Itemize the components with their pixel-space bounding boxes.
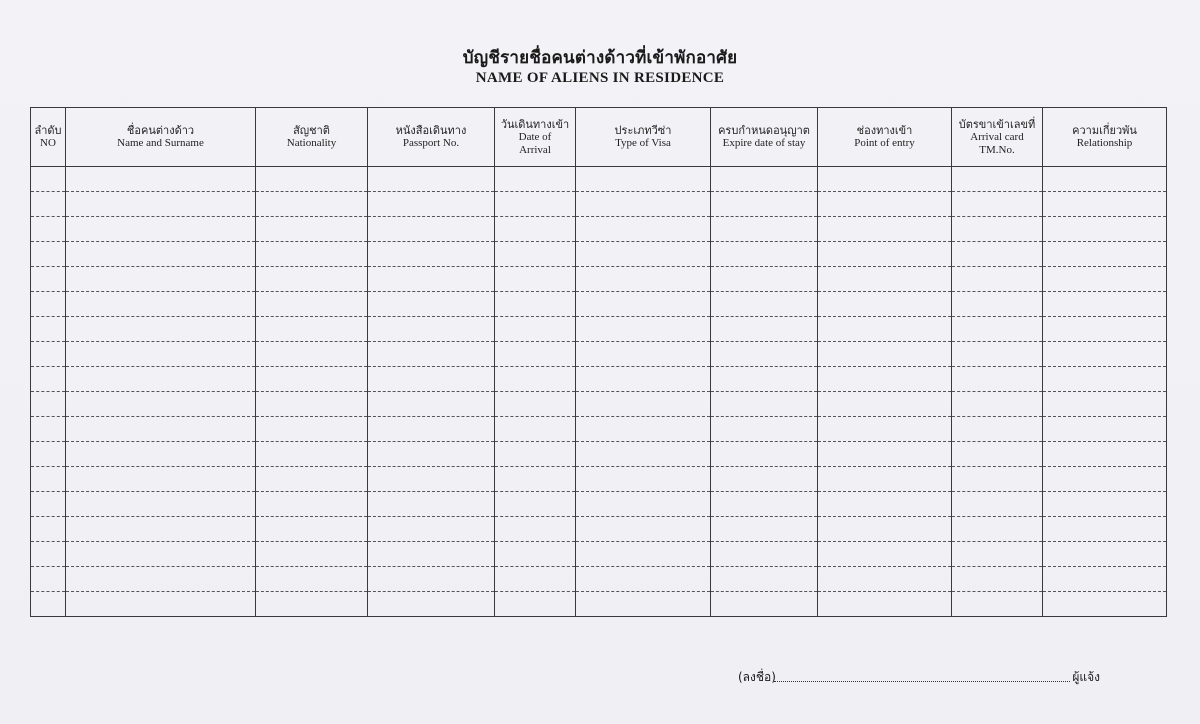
table-cell[interactable] <box>576 392 711 417</box>
table-cell[interactable] <box>31 492 66 517</box>
col-header-arrival-card-thai: บัตรขาเข้าเลขที่ <box>958 117 1036 131</box>
table-cell[interactable] <box>711 267 818 292</box>
table-cell[interactable] <box>952 417 1043 442</box>
table-cell[interactable] <box>576 517 711 542</box>
col-header-expire-date-english: Expire date of stay <box>722 137 806 149</box>
table-cell[interactable] <box>368 392 495 417</box>
table-cell[interactable] <box>952 517 1043 542</box>
table-cell[interactable] <box>256 517 368 542</box>
table-cell[interactable] <box>952 392 1043 417</box>
table-cell[interactable] <box>495 442 576 467</box>
table-cell[interactable] <box>368 292 495 317</box>
table-cell[interactable] <box>1043 417 1167 442</box>
table-cell[interactable] <box>256 342 368 367</box>
table-cell[interactable] <box>1043 392 1167 417</box>
table-cell[interactable] <box>66 592 256 617</box>
table-cell[interactable] <box>818 242 952 267</box>
table-cell[interactable] <box>818 392 952 417</box>
col-header-name-thai: ชื่อคนต่างด้าว <box>126 124 195 137</box>
table-cell[interactable] <box>711 367 818 392</box>
table-cell[interactable] <box>818 192 952 217</box>
table-cell[interactable] <box>368 367 495 392</box>
table-row <box>31 167 1167 192</box>
table-cell[interactable] <box>711 192 818 217</box>
table-cell[interactable] <box>711 542 818 567</box>
table-cell[interactable] <box>66 442 256 467</box>
table-cell[interactable] <box>495 192 576 217</box>
table-cell[interactable] <box>711 317 818 342</box>
table-row <box>31 292 1167 317</box>
table-cell[interactable] <box>31 192 66 217</box>
table-cell[interactable] <box>711 167 818 192</box>
table-cell[interactable] <box>576 342 711 367</box>
table-cell[interactable] <box>818 542 952 567</box>
table-cell[interactable] <box>66 567 256 592</box>
table-cell[interactable] <box>495 517 576 542</box>
table-cell[interactable] <box>711 492 818 517</box>
signature-block <box>738 668 1100 688</box>
table-cell[interactable] <box>1043 342 1167 367</box>
table-cell[interactable] <box>711 292 818 317</box>
col-header-point-of-entry <box>818 108 952 167</box>
table-cell[interactable] <box>711 567 818 592</box>
table-cell[interactable] <box>495 592 576 617</box>
signature-prefix: (ลงชื่อ) <box>738 670 776 684</box>
table-cell[interactable] <box>952 217 1043 242</box>
table-cell[interactable] <box>256 242 368 267</box>
table-cell[interactable] <box>66 342 256 367</box>
table-cell[interactable] <box>576 567 711 592</box>
col-header-no <box>31 108 66 167</box>
table-cell[interactable] <box>711 442 818 467</box>
table-row <box>31 517 1167 542</box>
table-cell[interactable] <box>66 492 256 517</box>
table-cell[interactable] <box>952 242 1043 267</box>
table-cell[interactable] <box>1043 317 1167 342</box>
table-cell[interactable] <box>711 392 818 417</box>
table-cell[interactable] <box>495 292 576 317</box>
table-cell[interactable] <box>818 367 952 392</box>
table-cell[interactable] <box>576 167 711 192</box>
table-cell[interactable] <box>495 217 576 242</box>
table-cell[interactable] <box>256 492 368 517</box>
table-cell[interactable] <box>495 167 576 192</box>
col-header-relationship-thai: ความเกี่ยวพัน <box>1072 124 1137 137</box>
table-row <box>31 217 1167 242</box>
table-cell[interactable] <box>576 292 711 317</box>
table-row <box>31 567 1167 592</box>
table-cell[interactable] <box>952 192 1043 217</box>
table-cell[interactable] <box>495 367 576 392</box>
table-cell[interactable] <box>952 292 1043 317</box>
table-cell[interactable] <box>31 367 66 392</box>
table-row <box>31 467 1167 492</box>
table-cell[interactable] <box>1043 267 1167 292</box>
col-header-nationality-english: Nationality <box>286 137 337 149</box>
table-cell[interactable] <box>368 192 495 217</box>
table-cell[interactable] <box>66 367 256 392</box>
table-header-row <box>31 108 1167 167</box>
table-cell[interactable] <box>818 292 952 317</box>
table-cell[interactable] <box>952 342 1043 367</box>
table-cell[interactable] <box>1043 592 1167 617</box>
table-cell[interactable] <box>952 492 1043 517</box>
table-cell[interactable] <box>711 467 818 492</box>
table-cell[interactable] <box>31 592 66 617</box>
table-cell[interactable] <box>368 217 495 242</box>
table-cell[interactable] <box>31 292 66 317</box>
table-cell[interactable] <box>495 392 576 417</box>
table-cell[interactable] <box>1043 517 1167 542</box>
table-cell[interactable] <box>1043 367 1167 392</box>
col-header-visa-type <box>576 108 711 167</box>
table-cell[interactable] <box>368 592 495 617</box>
table-cell[interactable] <box>368 542 495 567</box>
table-cell[interactable] <box>818 417 952 442</box>
table-cell[interactable] <box>952 267 1043 292</box>
table-cell[interactable] <box>711 517 818 542</box>
table-cell[interactable] <box>31 242 66 267</box>
table-cell[interactable] <box>66 392 256 417</box>
table-cell[interactable] <box>256 167 368 192</box>
table-cell[interactable] <box>818 567 952 592</box>
table-row <box>31 492 1167 517</box>
table-cell[interactable] <box>576 217 711 242</box>
col-header-expire-date-thai: ครบกำหนดอนุญาต <box>718 124 810 137</box>
col-header-arrival-date-english: Date of Arrival <box>518 130 552 156</box>
table-cell[interactable] <box>1043 292 1167 317</box>
col-header-arrival-date <box>495 108 576 167</box>
table-cell[interactable] <box>711 217 818 242</box>
table-cell[interactable] <box>256 217 368 242</box>
table-cell[interactable] <box>818 267 952 292</box>
col-header-point-of-entry-thai: ช่องทางเข้า <box>856 124 913 137</box>
table-cell[interactable] <box>952 467 1043 492</box>
table-cell[interactable] <box>256 192 368 217</box>
col-header-passport <box>368 108 495 167</box>
signature-suffix: ผู้แจ้ง <box>1072 670 1100 684</box>
table-cell[interactable] <box>576 442 711 467</box>
col-header-no-english: NO <box>40 137 56 149</box>
table-cell[interactable] <box>818 492 952 517</box>
table-row <box>31 392 1167 417</box>
table-cell[interactable] <box>576 542 711 567</box>
table-cell[interactable] <box>818 442 952 467</box>
table-row <box>31 542 1167 567</box>
table-cell[interactable] <box>66 317 256 342</box>
table-row <box>31 442 1167 467</box>
table-cell[interactable] <box>576 467 711 492</box>
table-cell[interactable] <box>952 317 1043 342</box>
form-title-thai: บัญชีรายชื่อคนต่างด้าวที่เข้าพักอาศัย <box>462 48 738 68</box>
table-cell[interactable] <box>368 342 495 367</box>
table-cell[interactable] <box>31 467 66 492</box>
table-cell[interactable] <box>31 167 66 192</box>
table-cell[interactable] <box>31 217 66 242</box>
table-cell[interactable] <box>818 592 952 617</box>
table-cell[interactable] <box>576 592 711 617</box>
table-cell[interactable] <box>66 242 256 267</box>
table-cell[interactable] <box>952 592 1043 617</box>
col-header-arrival-date-thai: วันเดินทางเข้า <box>500 117 570 131</box>
table-cell[interactable] <box>31 317 66 342</box>
col-header-passport-thai: หนังสือเดินทาง <box>395 124 467 137</box>
form-title-english: NAME OF ALIENS IN RESIDENCE <box>475 70 725 86</box>
col-header-passport-english: Passport No. <box>402 137 460 149</box>
table-cell[interactable] <box>256 317 368 342</box>
table-cell[interactable] <box>576 267 711 292</box>
table-cell[interactable] <box>66 192 256 217</box>
table-cell[interactable] <box>1043 217 1167 242</box>
table-cell[interactable] <box>368 467 495 492</box>
table-row <box>31 242 1167 267</box>
table-cell[interactable] <box>256 392 368 417</box>
table-cell[interactable] <box>368 442 495 467</box>
table-cell[interactable] <box>31 542 66 567</box>
table-cell[interactable] <box>31 567 66 592</box>
table-cell[interactable] <box>576 367 711 392</box>
table-cell[interactable] <box>256 417 368 442</box>
table-row <box>31 267 1167 292</box>
table-cell[interactable] <box>256 542 368 567</box>
col-header-name-english: Name and Surname <box>117 137 204 149</box>
table-row <box>31 317 1167 342</box>
table-cell[interactable] <box>818 342 952 367</box>
col-header-arrival-card-english: Arrival card TM.No. <box>970 130 1024 156</box>
table-cell[interactable] <box>576 242 711 267</box>
col-header-visa-type-thai: ประเภทวีซ่า <box>614 124 672 137</box>
table-cell[interactable] <box>495 492 576 517</box>
table-cell[interactable] <box>256 292 368 317</box>
table-cell[interactable] <box>495 342 576 367</box>
col-header-nationality-thai: สัญชาติ <box>293 124 330 137</box>
table-cell[interactable] <box>818 517 952 542</box>
table-cell[interactable] <box>1043 167 1167 192</box>
table-cell[interactable] <box>711 592 818 617</box>
table-cell[interactable] <box>495 542 576 567</box>
table-cell[interactable] <box>711 342 818 367</box>
table-cell[interactable] <box>368 492 495 517</box>
col-header-arrival-card <box>952 108 1043 167</box>
table-cell[interactable] <box>1043 442 1167 467</box>
table-cell[interactable] <box>952 442 1043 467</box>
table-cell[interactable] <box>368 417 495 442</box>
col-header-visa-type-english: Type of Visa <box>615 137 671 149</box>
col-header-name <box>66 108 256 167</box>
table-row <box>31 342 1167 367</box>
table-cell[interactable] <box>66 542 256 567</box>
col-header-point-of-entry-english: Point of entry <box>854 137 915 149</box>
table-cell[interactable] <box>952 542 1043 567</box>
table-cell[interactable] <box>1043 242 1167 267</box>
table-cell[interactable] <box>1043 567 1167 592</box>
table-cell[interactable] <box>31 342 66 367</box>
aliens-table <box>30 107 1167 617</box>
table-cell[interactable] <box>495 317 576 342</box>
table-cell[interactable] <box>368 567 495 592</box>
table-cell[interactable] <box>952 367 1043 392</box>
table-cell[interactable] <box>952 567 1043 592</box>
table-cell[interactable] <box>368 242 495 267</box>
table-cell[interactable] <box>576 192 711 217</box>
table-cell[interactable] <box>711 417 818 442</box>
table-cell[interactable] <box>31 392 66 417</box>
table-cell[interactable] <box>368 517 495 542</box>
table-cell[interactable] <box>66 267 256 292</box>
table-cell[interactable] <box>66 467 256 492</box>
table-row <box>31 592 1167 617</box>
col-header-relationship-english: Relationship <box>1076 137 1133 149</box>
table-cell[interactable] <box>818 467 952 492</box>
table-cell[interactable] <box>66 517 256 542</box>
table-cell[interactable] <box>66 167 256 192</box>
table-cell[interactable] <box>256 567 368 592</box>
table-body <box>31 167 1167 617</box>
table-cell[interactable] <box>368 267 495 292</box>
table-cell[interactable] <box>31 417 66 442</box>
col-header-expire-date <box>711 108 818 167</box>
table-cell[interactable] <box>952 167 1043 192</box>
table-cell[interactable] <box>256 592 368 617</box>
table-cell[interactable] <box>495 267 576 292</box>
table-cell[interactable] <box>818 167 952 192</box>
table-cell[interactable] <box>256 442 368 467</box>
table-cell[interactable] <box>66 217 256 242</box>
signature-line[interactable] <box>774 681 1070 682</box>
table-cell[interactable] <box>576 492 711 517</box>
table-cell[interactable] <box>495 417 576 442</box>
table-cell[interactable] <box>368 167 495 192</box>
table-row <box>31 367 1167 392</box>
table-cell[interactable] <box>66 292 256 317</box>
table-cell[interactable] <box>31 267 66 292</box>
table-cell[interactable] <box>1043 192 1167 217</box>
table-cell[interactable] <box>818 217 952 242</box>
col-header-relationship <box>1043 108 1167 167</box>
table-cell[interactable] <box>576 417 711 442</box>
table-cell[interactable] <box>818 317 952 342</box>
table-cell[interactable] <box>256 367 368 392</box>
table-row <box>31 192 1167 217</box>
table-cell[interactable] <box>576 317 711 342</box>
table-cell[interactable] <box>495 567 576 592</box>
table-cell[interactable] <box>1043 492 1167 517</box>
table-cell[interactable] <box>256 467 368 492</box>
table-cell[interactable] <box>1043 542 1167 567</box>
col-header-nationality <box>256 108 368 167</box>
col-header-no-thai: ลำดับ <box>34 124 62 137</box>
table-cell[interactable] <box>31 517 66 542</box>
table-cell[interactable] <box>711 242 818 267</box>
table-cell[interactable] <box>495 242 576 267</box>
table-cell[interactable] <box>495 467 576 492</box>
table-cell[interactable] <box>1043 467 1167 492</box>
table-cell[interactable] <box>256 267 368 292</box>
table-row <box>31 417 1167 442</box>
table-cell[interactable] <box>66 417 256 442</box>
table-cell[interactable] <box>368 317 495 342</box>
table-cell[interactable] <box>31 442 66 467</box>
